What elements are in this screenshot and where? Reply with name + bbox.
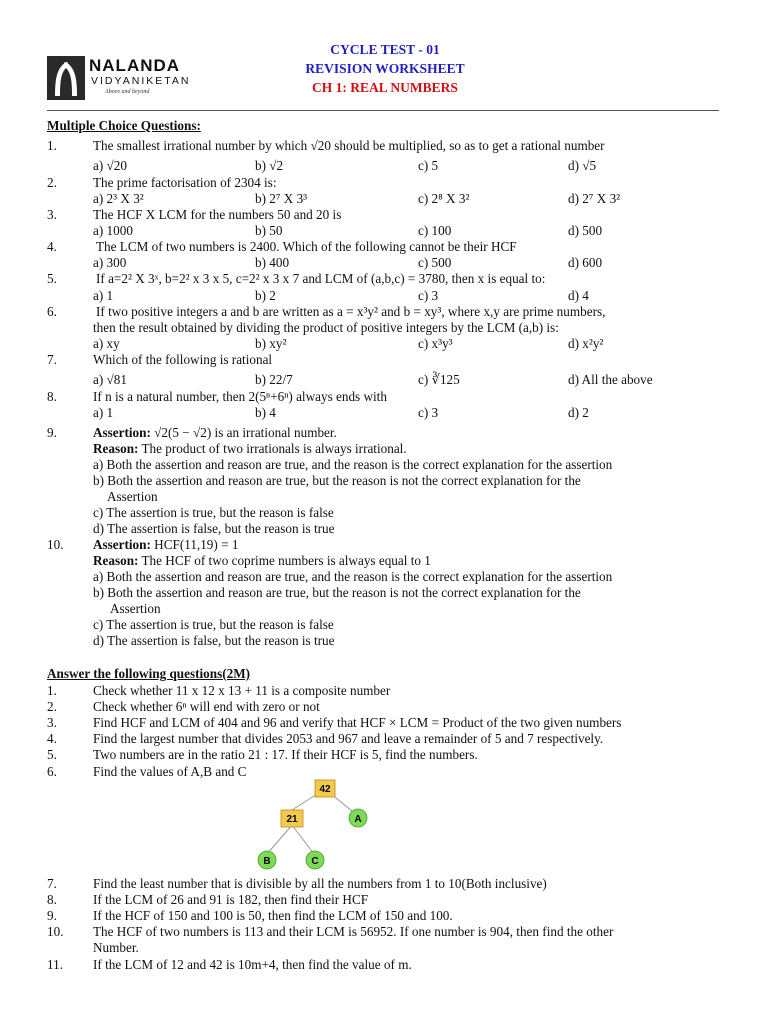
q3-option-b: b) 50 (255, 223, 283, 238)
sa2-text: Check whether 6ⁿ will end with zero or not (93, 699, 320, 714)
sa10-text: The HCF of two numbers is 113 and their LCM is 56952. If one number is 904, then find the other (93, 924, 614, 939)
sa3-text: Find HCF and LCM of 404 and 96 and verify that HCF × LCM = Product of the two given numbers (93, 715, 622, 730)
q5-text: If a=2² X 3ˣ, b=2² x 3 x 5, c=2² x 3 x 7 and LCM of (a,b,c) = 3780, then x is equal to: (96, 271, 546, 286)
q4-number: 4. (47, 239, 57, 254)
q6-text-line2: then the result obtained by dividing the product of positive integers by the LCM (a,b) is: (93, 320, 559, 335)
q4-option-d: d) 600 (568, 255, 603, 270)
q7-option-d: d) All the above (568, 372, 653, 387)
q3-option-c: c) 100 (418, 223, 452, 238)
q9-option-c: c) The assertion is true, but the reason is false (93, 505, 334, 520)
sa7-text: Find the least number that is divisible by all the numbers from 1 to 10(Both inclusive) (93, 876, 547, 891)
q1-text: The smallest irrational number by which √20 should be multiplied, so as to get a rational number (93, 138, 605, 153)
q10-assertion-label: Assertion: (93, 537, 151, 552)
q2-option-d: d) 2⁷ X 3² (568, 191, 621, 206)
q2-number: 2. (47, 175, 57, 190)
tree-root-label: 42 (319, 784, 331, 795)
q9-option-d: d) The assertion is false, but the reason is true (93, 521, 335, 536)
q2-option-a: a) 2³ X 3² (93, 191, 144, 206)
sa10-number: 10. (47, 924, 64, 939)
tree-node-b-label: B (263, 856, 271, 867)
sa11-number: 11. (47, 957, 63, 972)
q10-reason (93, 553, 431, 568)
sa8-number: 8. (47, 892, 57, 907)
sa1-number: 1. (47, 683, 57, 698)
q6-option-d: d) x²y² (568, 336, 604, 351)
header-divider (47, 110, 719, 111)
q6-text-line1: If two positive integers a and b are written as a = x³y² and b = xy³, where x,y are prime numbers, (96, 304, 606, 319)
sa1-text: Check whether 11 x 12 x 13 + 11 is a composite number (93, 683, 391, 698)
q10-reason-label: Reason: (93, 553, 139, 568)
tree-node-c-label: C (311, 856, 319, 867)
q9-option-b-cont: Assertion (107, 489, 158, 504)
q7-option-a: a) √81 (93, 372, 127, 387)
q5-option-d: d) 4 (568, 288, 589, 303)
sa3-number: 3. (47, 715, 57, 730)
q10-number: 10. (47, 537, 64, 552)
q3-number: 3. (47, 207, 57, 222)
q9-option-a: a) Both the assertion and reason are true, and the reason is the correct explanation for the assertion (93, 457, 613, 472)
sa11-text: If the LCM of 12 and 42 is 10m+4, then find the value of m. (93, 957, 412, 972)
q9-option-b: b) Both the assertion and reason are true, but the reason is not the correct explanation for the (93, 473, 581, 488)
sa5-number: 5. (47, 747, 57, 762)
q10-option-d: d) The assertion is false, but the reason is true (93, 633, 335, 648)
q10-option-c: c) The assertion is true, but the reason is false (93, 617, 334, 632)
sa4-number: 4. (47, 731, 57, 746)
q4-option-b: b) 400 (255, 255, 290, 270)
chapter-title: CH 1: REAL NUMBERS (312, 80, 458, 95)
q4-option-c: c) 500 (418, 255, 452, 270)
q7-option-c: c) ∛125 (418, 372, 460, 387)
q1-number: 1. (47, 138, 57, 153)
q6-option-a: a) xy (93, 336, 120, 351)
q7-number: 7. (47, 352, 57, 367)
worksheet-title: REVISION WORKSHEET (305, 61, 465, 76)
sa7-number: 7. (47, 876, 57, 891)
q9-assertion (93, 425, 337, 440)
q10-option-b: b) Both the assertion and reason are true, but the reason is not the correct explanation for the (93, 585, 581, 600)
sa10-text-cont: Number. (93, 940, 139, 955)
q9-reason (93, 441, 407, 456)
sa9-number: 9. (47, 908, 57, 923)
q8-option-c: c) 3 (418, 405, 439, 420)
q5-option-a: a) 1 (93, 288, 114, 303)
q5-number: 5. (47, 271, 57, 286)
q2-option-c: c) 2⁸ X 3² (418, 191, 470, 206)
q10-option-a: a) Both the assertion and reason are true, and the reason is the correct explanation for the assertion (93, 569, 613, 584)
q2-text: The prime factorisation of 2304 is: (93, 175, 277, 190)
q4-option-a: a) 300 (93, 255, 127, 270)
q10-assertion (93, 537, 238, 552)
q10-assertion-text: HCF(11,19) = 1 (154, 537, 239, 552)
factor-tree-diagram (250, 778, 380, 874)
short-answer-heading: Answer the following questions(2M) (47, 666, 251, 681)
sa6-number: 6. (47, 764, 57, 779)
q6-option-c: c) x³y³ (418, 336, 453, 351)
q1-option-a: a) √20 (93, 158, 127, 173)
q9-reason-text: The product of two irrationals is always irrational. (141, 441, 407, 456)
q8-option-b: b) 4 (255, 405, 276, 420)
q9-reason-label: Reason: (93, 441, 139, 456)
q9-assertion-text: √2(5 − √2) is an irrational number. (154, 425, 337, 440)
tree-edge (292, 825, 314, 854)
q5-option-b: b) 2 (255, 288, 276, 303)
q6-number: 6. (47, 304, 57, 319)
sa5-text: Two numbers are in the ratio 21 : 17. If their HCF is 5, find the numbers. (93, 747, 478, 762)
q1-option-b: b) √2 (255, 158, 284, 173)
sa9-text: If the HCF of 150 and 100 is 50, then find the LCM of 150 and 100. (93, 908, 453, 923)
sa4-text: Find the largest number that divides 2053 and 967 and leave a remainder of 5 and 7 respectively. (93, 731, 604, 746)
tree-node-21-label: 21 (286, 814, 298, 825)
q7-text: Which of the following is rational (93, 352, 273, 367)
q1-option-c: c) 5 (418, 158, 439, 173)
q7-option-b: b) 22/7 (255, 372, 293, 387)
q8-option-a: a) 1 (93, 405, 114, 420)
logo-name: NALANDA (89, 56, 181, 75)
q8-text: If n is a natural number, then 2(5ⁿ+6ⁿ) always ends with (93, 389, 387, 404)
tree-edge (267, 825, 292, 854)
q9-assertion-label: Assertion: (93, 425, 151, 440)
q1-option-d: d) √5 (568, 158, 597, 173)
q10-option-b-cont: Assertion (110, 601, 161, 616)
logo-emblem-icon (47, 56, 85, 100)
mcq-heading: Multiple Choice Questions: (47, 118, 201, 133)
tree-node-a-label: A (354, 814, 362, 825)
q2-option-b: b) 2⁷ X 3³ (255, 191, 308, 206)
q3-text: The HCF X LCM for the numbers 50 and 20 is (93, 207, 342, 222)
school-logo (47, 56, 197, 100)
q8-number: 8. (47, 389, 57, 404)
sa6-text: Find the values of A,B and C (93, 764, 247, 779)
q8-option-d: d) 2 (568, 405, 589, 420)
q5-option-c: c) 3 (418, 288, 439, 303)
sa2-number: 2. (47, 699, 57, 714)
q4-text: The LCM of two numbers is 2400. Which of the following cannot be their HCF (96, 239, 517, 254)
test-title: CYCLE TEST - 01 (330, 42, 440, 57)
logo-tagline: Above and beyond (105, 89, 150, 95)
sa8-text: If the LCM of 26 and 91 is 182, then find their HCF (93, 892, 369, 907)
q10-reason-text: The HCF of two coprime numbers is always equal to 1 (141, 553, 431, 568)
q3-option-d: d) 500 (568, 223, 603, 238)
q6-option-b: b) xy² (255, 336, 287, 351)
q9-number: 9. (47, 425, 57, 440)
logo-subname: VIDYANIKETAN (91, 75, 191, 87)
q3-option-a: a) 1000 (93, 223, 133, 238)
